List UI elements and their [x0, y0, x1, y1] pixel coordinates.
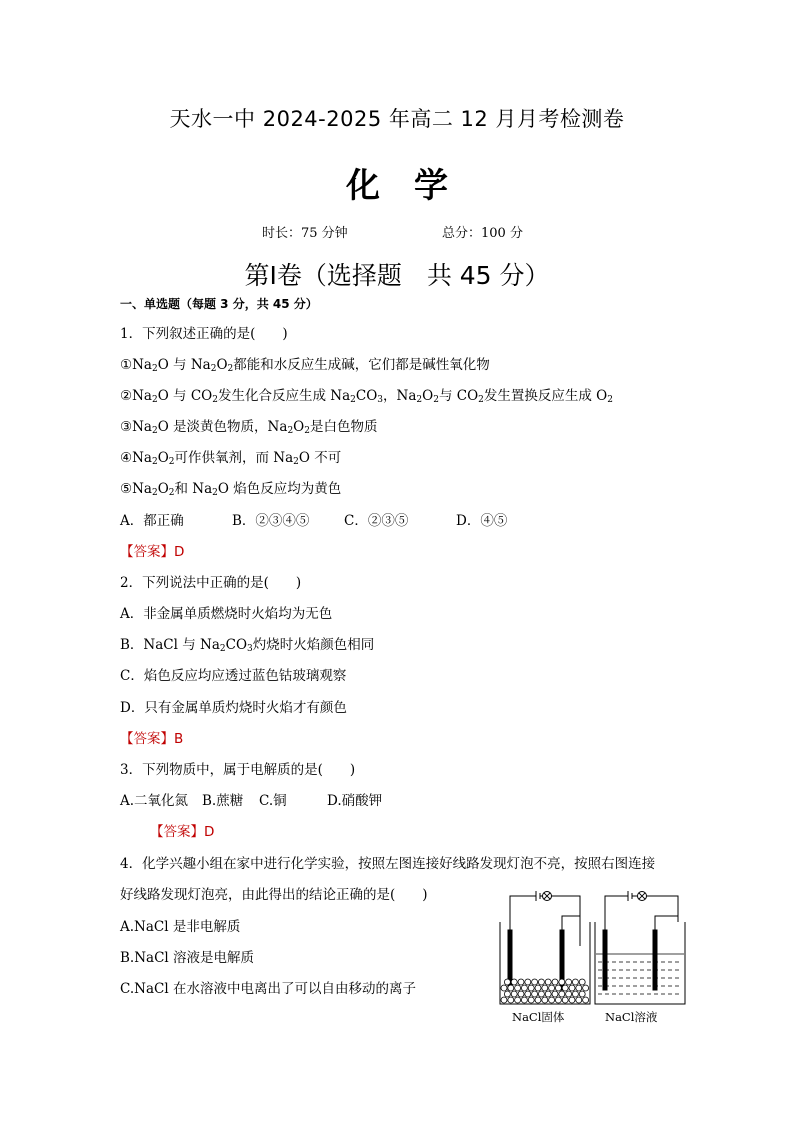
- granule: [532, 991, 538, 997]
- granule: [532, 979, 538, 985]
- granule: [583, 997, 589, 1003]
- granule: [515, 985, 521, 991]
- q3-option-c: C.铜: [259, 793, 287, 809]
- granule: [562, 997, 568, 1003]
- granule: [504, 991, 510, 997]
- subject-title: 化 学: [346, 166, 448, 206]
- granule: [559, 979, 565, 985]
- q3-option-d: D.硝酸钾: [327, 793, 383, 809]
- q3-answer: 【答案】D: [150, 824, 215, 840]
- granule: [542, 997, 548, 1003]
- granule: [504, 979, 510, 985]
- q1-option-c: C．②③⑤: [344, 513, 409, 529]
- granule: [549, 997, 555, 1003]
- granule: [508, 985, 514, 991]
- granule: [572, 991, 578, 997]
- granule: [579, 991, 585, 997]
- q1-option-d: D．④⑤: [456, 513, 508, 529]
- granule: [545, 979, 551, 985]
- circuit-diagram: [490, 886, 690, 1026]
- granule: [552, 979, 558, 985]
- granule: [555, 985, 561, 991]
- granule: [566, 991, 572, 997]
- q1-statement-1: $①Na_2O$ 与 $Na_2O_2$都能和水反应生成碱，它们都是碱性氧化物: [120, 357, 490, 374]
- q2-option-a: A．非金属单质燃烧时火焰均为无色: [120, 606, 333, 622]
- section-heading: 一、单选题（每题 3 分，共 45 分）: [120, 297, 318, 311]
- q2-option-c: C．焰色反应均应透过蓝色钴玻璃观察: [120, 668, 347, 684]
- granule: [518, 991, 524, 997]
- q3-option-b: B.蔗糖: [202, 793, 244, 809]
- exam-total-score: 总分：100 分: [442, 226, 523, 241]
- q1-options: [120, 509, 507, 529]
- q4-option-b: B.NaCl 溶液是电解质: [120, 950, 255, 966]
- granule: [579, 979, 585, 985]
- granule: [535, 997, 541, 1003]
- q1-statement-4: $④Na_2O_2$可作供氧剂，而 $Na_2O$ 不可: [120, 450, 342, 467]
- q1-stem: 1．下列叙述正确的是( ): [120, 326, 288, 342]
- q4-stem-line-2: 好线路发现灯泡亮，由此得出的结论正确的是( ): [120, 887, 428, 903]
- granule: [538, 979, 544, 985]
- granule: [569, 985, 575, 991]
- granule: [549, 985, 555, 991]
- granule: [518, 979, 524, 985]
- granule: [535, 985, 541, 991]
- q4-stem-line-1: 4．化学兴趣小组在家中进行化学实验，按照左图连接好线路发现灯泡不亮，按照右图连接: [120, 856, 656, 872]
- granule: [521, 985, 527, 991]
- granule: [528, 997, 534, 1003]
- granule: [552, 991, 558, 997]
- q2-answer: 【答案】B: [120, 731, 184, 747]
- granule: [521, 997, 527, 1003]
- q4-option-c: C.NaCl 在水溶液中电离出了可以自由移动的离子: [120, 981, 416, 997]
- q3-options: [120, 789, 382, 809]
- exam-title: 天水一中 2024-2025 年高二 12 月月考检测卷: [169, 107, 625, 131]
- granule: [508, 997, 514, 1003]
- granule: [572, 979, 578, 985]
- label-nacl-solid: NaCl固体: [512, 1010, 565, 1024]
- granule: [576, 997, 582, 1003]
- granule: [501, 997, 507, 1003]
- granule: [583, 985, 589, 991]
- granule: [545, 991, 551, 997]
- nacl-solid-granules: [501, 979, 589, 1003]
- q3-option-a: A.二氧化氮: [120, 793, 189, 809]
- granule: [538, 991, 544, 997]
- volume-heading: 第Ⅰ卷（选择题 共 45 分）: [244, 261, 550, 290]
- q1-statement-3: $③Na_2O$ 是淡黄色物质，$Na_2O_2$是白色物质: [120, 419, 378, 436]
- granule: [566, 979, 572, 985]
- granule: [569, 997, 575, 1003]
- label-nacl-solution: NaCl溶液: [605, 1010, 658, 1024]
- q3-stem: 3．下列物质中，属于电解质的是( ): [120, 762, 356, 778]
- granule: [515, 997, 521, 1003]
- q1-statement-5: $⑤Na_2O_2$和 $Na_2O$ 焰色反应均为黄色: [120, 481, 342, 498]
- q1-option-a: A．都正确: [120, 513, 184, 529]
- granule: [501, 985, 507, 991]
- granule: [525, 979, 531, 985]
- granule: [525, 991, 531, 997]
- q1-option-b: B．②③④⑤: [232, 513, 310, 529]
- granule: [511, 991, 517, 997]
- q1-statement-2: $②Na_2O$ 与 $CO_2$发生化合反应生成 $Na_2CO_3$，$Na_2O_2$与 $CO_2$发生置换反应生成 $O_2$: [120, 388, 613, 405]
- granule: [555, 997, 561, 1003]
- q2-stem: 2．下列说法中正确的是( ): [120, 575, 302, 591]
- granule: [511, 979, 517, 985]
- nacl-solution-liquid: [596, 954, 684, 994]
- right-circuit: [595, 891, 685, 1004]
- q2-option-b: B．NaCl 与 $Na_2CO_3$灼烧时火焰颜色相同: [120, 637, 375, 654]
- granule: [562, 985, 568, 991]
- q4-option-a: A.NaCl 是非电解质: [120, 919, 241, 935]
- q2-option-d: D．只有金属单质灼烧时火焰才有颜色: [120, 700, 347, 716]
- q1-answer: 【答案】D: [120, 544, 185, 560]
- exam-duration: 时长：75 分钟: [262, 226, 348, 241]
- granule: [576, 985, 582, 991]
- granule: [542, 985, 548, 991]
- granule: [559, 991, 565, 997]
- granule: [528, 985, 534, 991]
